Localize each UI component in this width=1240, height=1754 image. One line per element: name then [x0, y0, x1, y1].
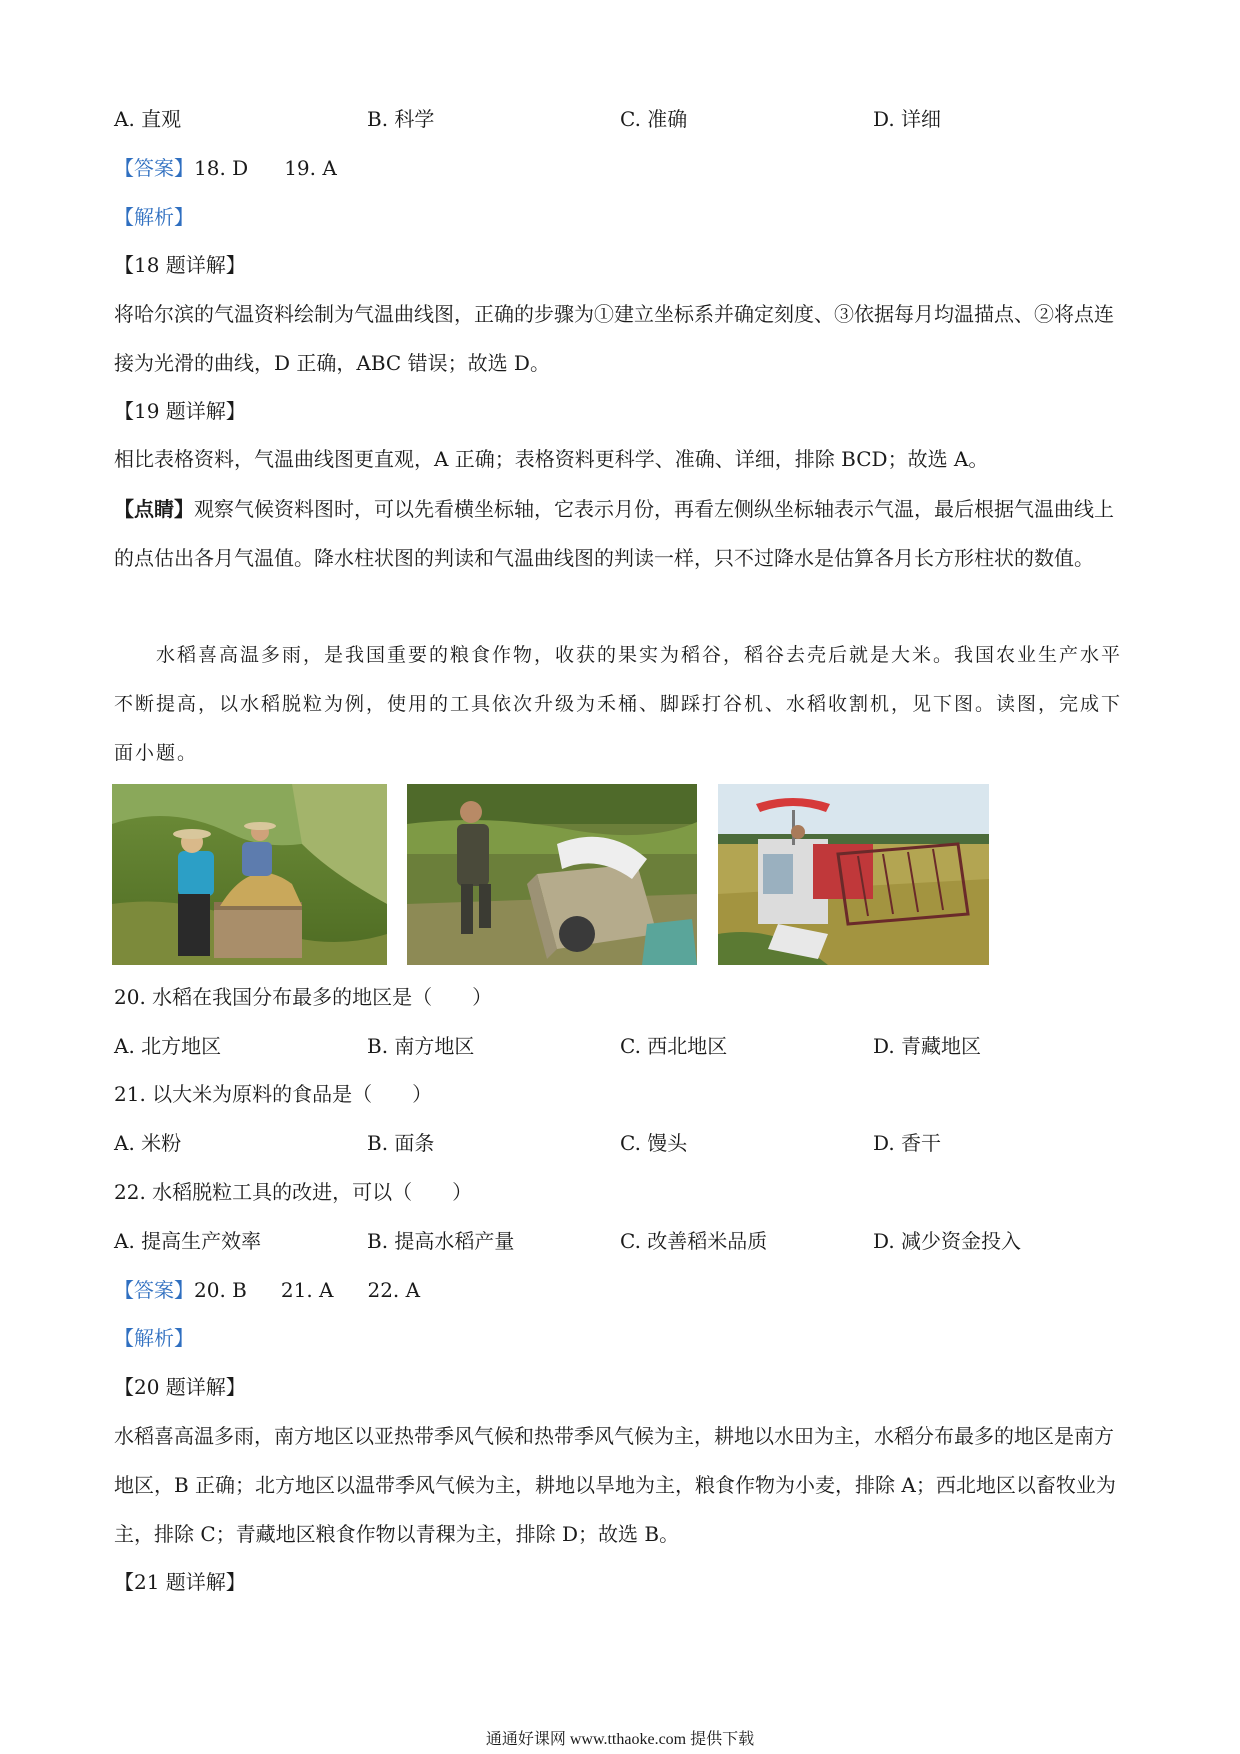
page-footer: 通通好课网 www.tthaoke.com 提供下载	[485, 1731, 755, 1748]
answer-21: 21. A	[280, 1278, 334, 1302]
photo-wooden-tub-threshing	[112, 784, 387, 965]
detail-18-text: 将哈尔滨的气温资料绘制为气温曲线图，正确的步骤为①建立坐标系并确定刻度、③依据每月均温描点、②将点连接为光滑的曲线，D 正确，ABC 错误；故选 D。	[114, 302, 1114, 375]
answer-20-22	[114, 1278, 420, 1302]
analysis-tag-1: 【解析】	[114, 205, 194, 229]
photo-combine-harvester	[718, 784, 989, 965]
answer-tag-2: 【答案】	[114, 1278, 194, 1302]
tip-text: 观察气候资料图时，可以先看横坐标轴，它表示月份，再看左侧纵坐标轴表示气温，最后根据气温曲线上的点估出各月气温值。降水柱状图的判读和气温曲线图的判读一样，只不过降水是估算各月长方形柱状的数值。	[114, 497, 1114, 570]
question-21: 21. 以大米为原料的食品是（ ）	[114, 1082, 433, 1106]
answer-22: 22. A	[367, 1278, 421, 1302]
q20-option-a: A. 北方地区	[114, 1034, 222, 1058]
answer-20: 20. B	[194, 1278, 247, 1302]
detail-19-heading: 【19 题详解】	[114, 399, 246, 423]
q22-option-b: B. 提高水稻产量	[367, 1229, 515, 1253]
q21-option-d: D. 香干	[873, 1131, 942, 1155]
q19-option-b: B. 科学	[367, 107, 435, 131]
question-22: 22. 水稻脱粒工具的改进，可以（ ）	[114, 1180, 473, 1204]
question-20: 20. 水稻在我国分布最多的地区是（ ）	[114, 985, 493, 1009]
q22-option-a: A. 提高生产效率	[114, 1229, 262, 1253]
detail-20-text: 水稻喜高温多雨，南方地区以亚热带季风气候和热带季风气候为主，耕地以水田为主，水稻分布最多的地区是南方地区，B 正确；北方地区以温带季风气候为主，耕地以旱地为主，粮食作物为小麦，排除 A；西北地区以畜牧业为主，排除 C；青藏地区粮食作物以青稞为主，排除 D；故选 B。	[114, 1424, 1116, 1546]
answer-tag: 【答案】	[114, 156, 194, 180]
answer-18-19	[114, 156, 337, 180]
photo-pedal-thresher	[407, 784, 697, 965]
detail-21-heading: 【21 题详解】	[114, 1570, 246, 1594]
answer-19: 19. A	[284, 156, 337, 180]
q19-option-d: D. 详细	[873, 107, 942, 131]
tip-block	[114, 485, 1124, 583]
detail-19-text: 相比表格资料，气温曲线图更直观，A 正确；表格资料更科学、准确、详细，排除 BCD；故选 A。	[114, 447, 989, 471]
q21-option-b: B. 面条	[367, 1131, 435, 1155]
intro-paragraph: 水稻喜高温多雨，是我国重要的粮食作物，收获的果实为稻谷，稻谷去壳后就是大米。我国农业生产水平不断提高，以水稻脱粒为例，使用的工具依次升级为禾桶、脚踩打谷机、水稻收割机，见下图。读图，完成下面小题。	[114, 644, 1123, 764]
q21-option-c: C. 馒头	[620, 1131, 688, 1155]
q21-option-a: A. 米粉	[114, 1131, 182, 1155]
q19-option-a: A. 直观	[114, 107, 182, 131]
detail-18-heading: 【18 题详解】	[114, 253, 246, 277]
q22-option-d: D. 减少资金投入	[873, 1229, 1022, 1253]
q20-option-b: B. 南方地区	[367, 1034, 475, 1058]
q22-option-c: C. 改善稻米品质	[620, 1229, 768, 1253]
analysis-tag-2: 【解析】	[114, 1326, 194, 1350]
detail-20-heading: 【20 题详解】	[114, 1375, 246, 1399]
tip-label: 【点睛】	[114, 497, 194, 521]
answer-18: 18. D	[194, 156, 249, 180]
q20-option-c: C. 西北地区	[620, 1034, 728, 1058]
q19-option-c: C. 准确	[620, 107, 688, 131]
q20-option-d: D. 青藏地区	[873, 1034, 982, 1058]
